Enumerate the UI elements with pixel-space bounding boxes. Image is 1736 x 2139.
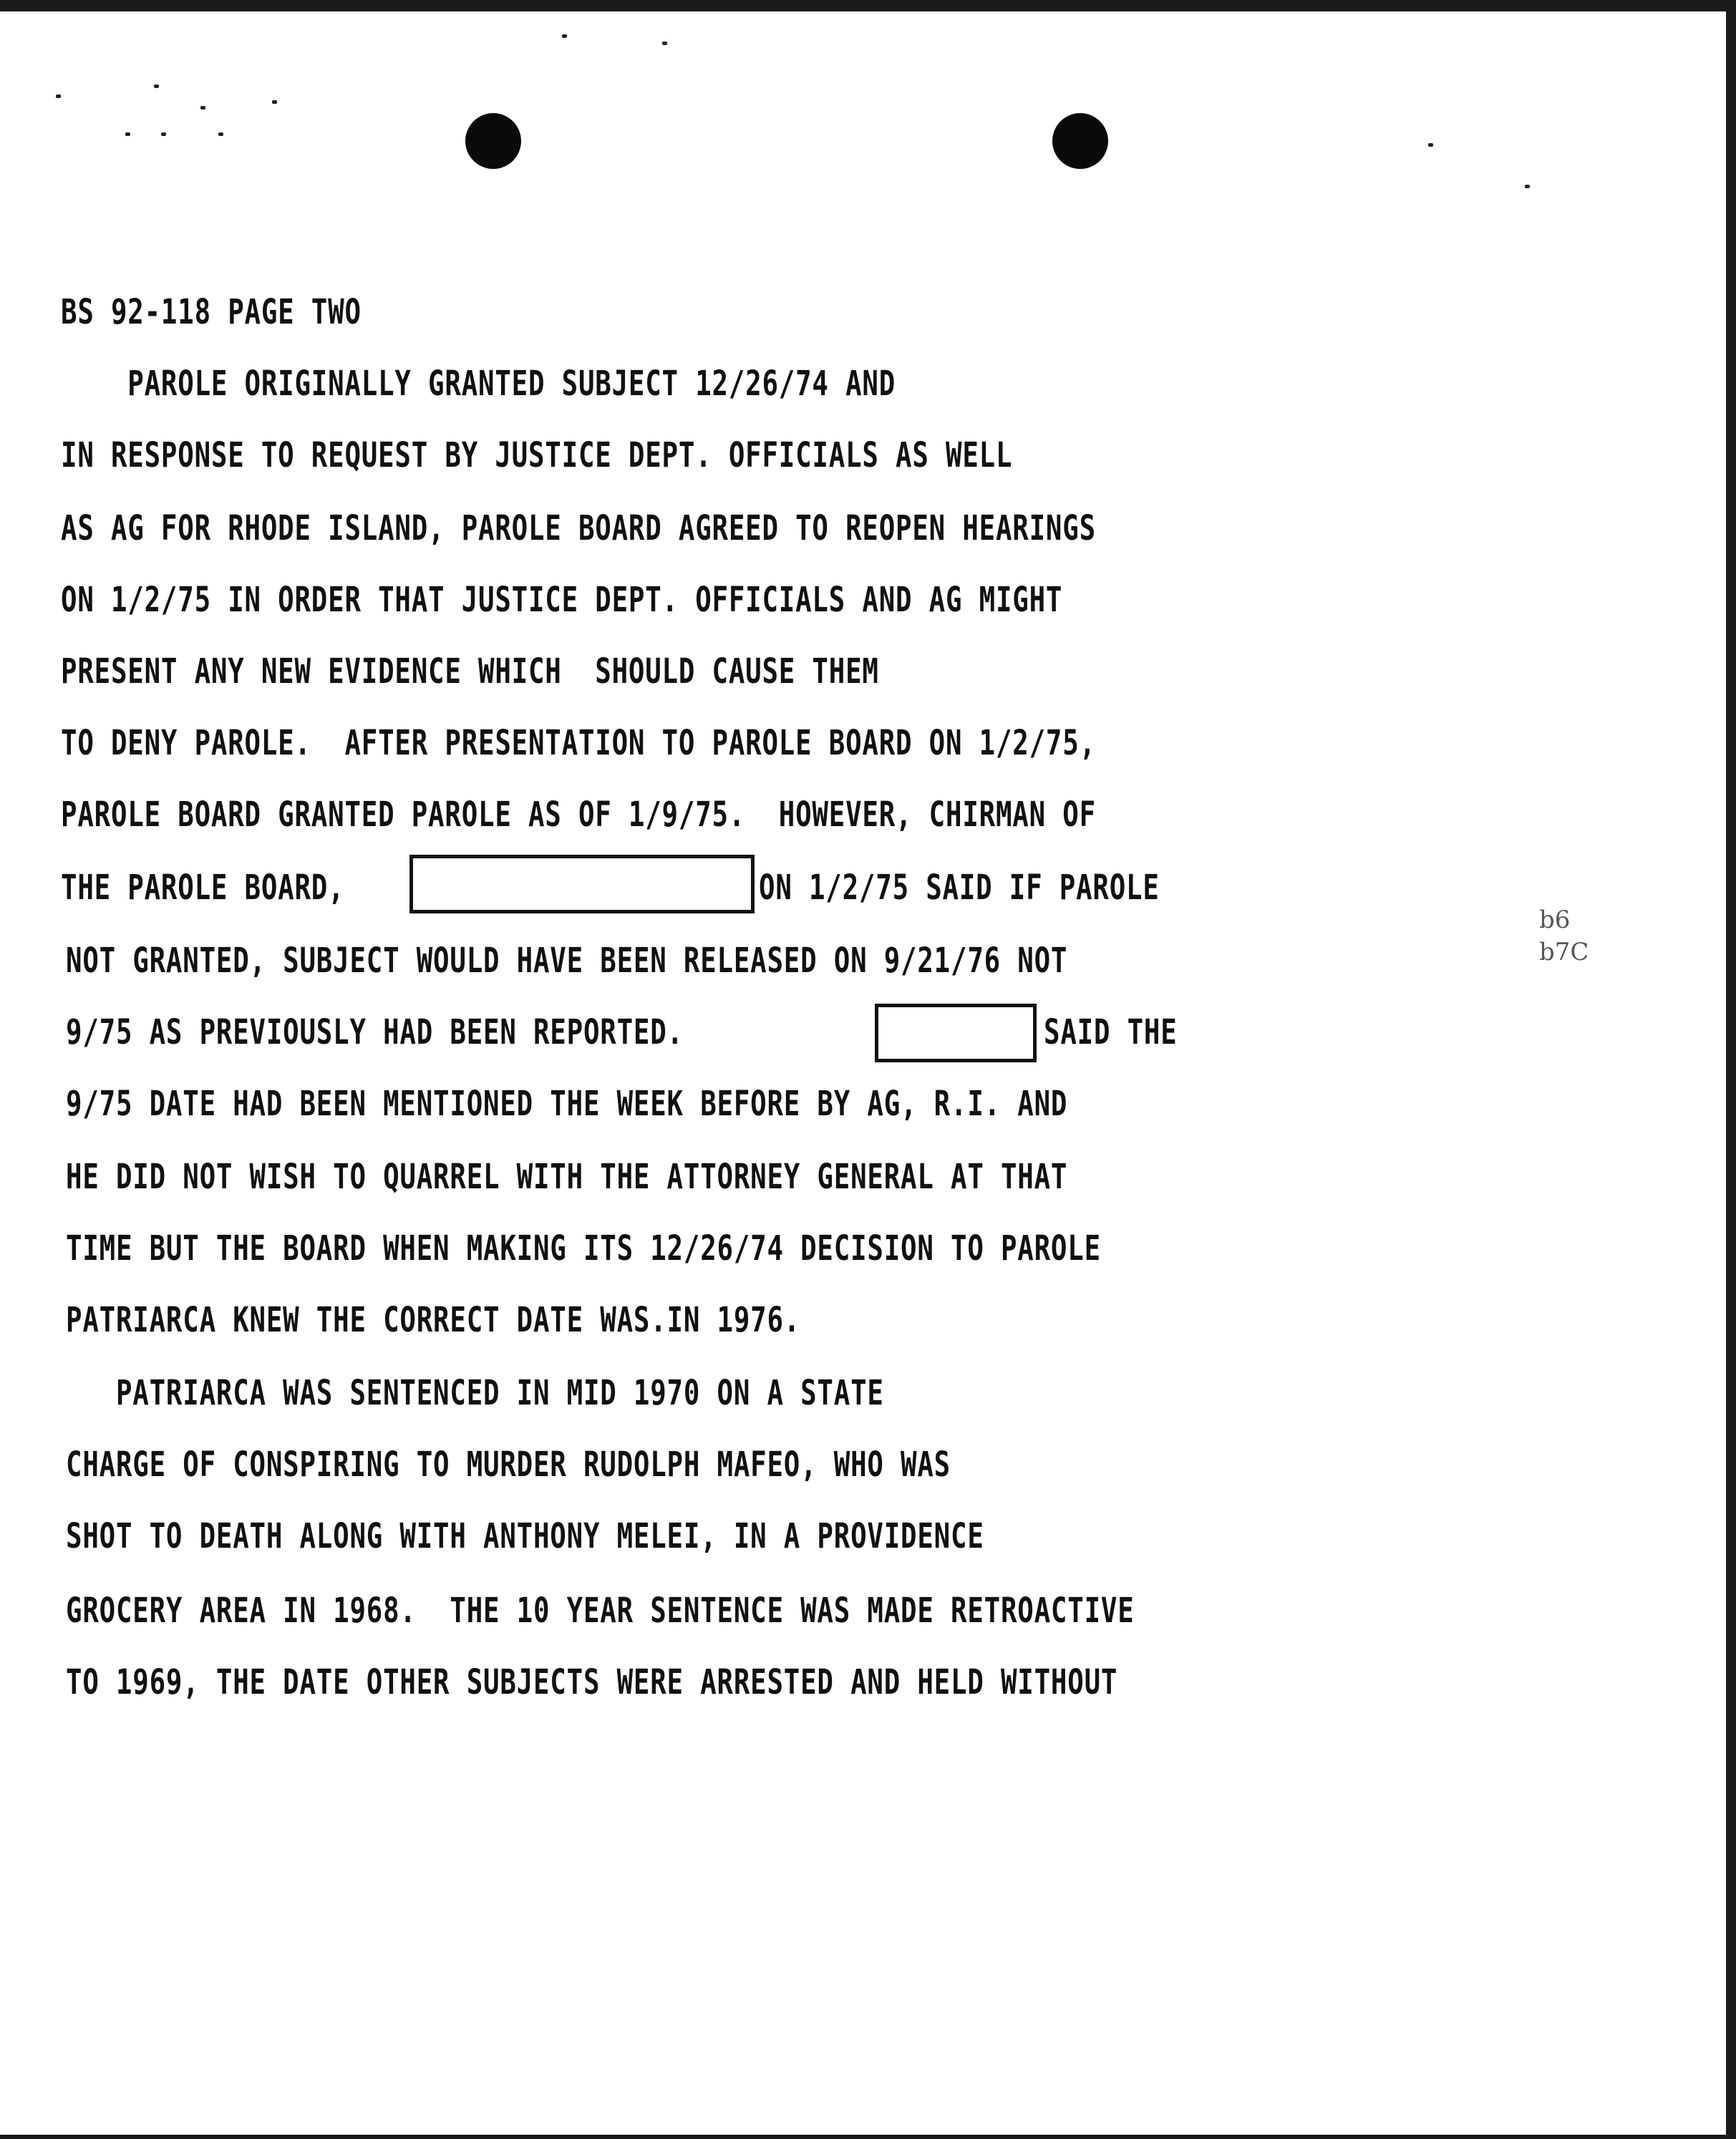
page-header: BS 92-118 PAGE TWO [61, 292, 362, 332]
scan-speck [161, 132, 166, 136]
text-line: AS AG FOR RHODE ISLAND, PAROLE BOARD AGREED TO REOPEN HEARINGS [61, 508, 1096, 548]
text-line: TO DENY PAROLE. AFTER PRESENTATION TO PAROLE BOARD ON 1/2/75, [61, 723, 1096, 763]
scan-speck [1525, 185, 1530, 188]
text-line: PRESENT ANY NEW EVIDENCE WHICH SHOULD CAUSE THEM [61, 651, 879, 692]
scan-speck [200, 106, 205, 110]
scan-speck [1428, 143, 1433, 147]
scan-speck [56, 94, 61, 98]
scan-edge-bottom [0, 2135, 1736, 2139]
text-line: HE DID NOT WISH TO QUARREL WITH THE ATTORNEY GENERAL AT THAT [66, 1157, 1068, 1197]
scan-speck [272, 100, 277, 104]
exemption-code-b6: b6 [1539, 906, 1571, 934]
scan-edge-top [0, 0, 1736, 11]
text-line: SHOT TO DEATH ALONG WITH ANTHONY MELEI, IN A PROVIDENCE [66, 1516, 984, 1556]
text-line: PAROLE BOARD GRANTED PAROLE AS OF 1/9/75. HOWEVER, CHIRMAN OF [61, 795, 1096, 835]
text-line: PATRIARCA KNEW THE CORRECT DATE WAS.IN 1976. [66, 1300, 801, 1340]
text-line: CHARGE OF CONSPIRING TO MURDER RUDOLPH MAFEO, WHO WAS [66, 1445, 951, 1485]
redaction-box [409, 855, 755, 913]
scan-speck [662, 42, 667, 45]
scan-speck [562, 34, 567, 38]
text-line-before-redaction: 9/75 AS PREVIOUSLY HAD BEEN REPORTED. [66, 1012, 684, 1052]
text-line: PATRIARCA WAS SENTENCED IN MID 1970 ON A STATE [66, 1373, 884, 1413]
punch-hole-right [1052, 113, 1108, 169]
punch-hole-left [465, 113, 521, 169]
text-line-before-redaction: THE PAROLE BOARD, [61, 868, 345, 908]
scan-edge-right [1726, 0, 1736, 2139]
text-line-after-redaction: ON 1/2/75 SAID IF PAROLE [759, 868, 1160, 908]
exemption-code-b7c: b7C [1539, 938, 1589, 966]
text-line: 9/75 DATE HAD BEEN MENTIONED THE WEEK BEFORE BY AG, R.I. AND [66, 1084, 1068, 1124]
text-line: TIME BUT THE BOARD WHEN MAKING ITS 12/26/74 DECISION TO PAROLE [66, 1228, 1101, 1269]
redaction-box [875, 1004, 1037, 1062]
text-line: TO 1969, THE DATE OTHER SUBJECTS WERE ARRESTED AND HELD WITHOUT [66, 1662, 1118, 1702]
text-line: ON 1/2/75 IN ORDER THAT JUSTICE DEPT. OFFICIALS AND AG MIGHT [61, 580, 1063, 620]
text-line: NOT GRANTED, SUBJECT WOULD HAVE BEEN RELEASED ON 9/21/76 NOT [66, 941, 1068, 981]
scan-speck [218, 132, 223, 136]
text-line: IN RESPONSE TO REQUEST BY JUSTICE DEPT. OFFICIALS AS WELL [61, 435, 1013, 475]
scan-speck [125, 132, 130, 136]
text-line-after-redaction: SAID THE [1044, 1012, 1178, 1052]
text-line: PAROLE ORIGINALLY GRANTED SUBJECT 12/26/74 AND [61, 364, 896, 404]
text-line: GROCERY AREA IN 1968. THE 10 YEAR SENTENCE WAS MADE RETROACTIVE [66, 1591, 1135, 1631]
scan-speck [154, 84, 159, 88]
